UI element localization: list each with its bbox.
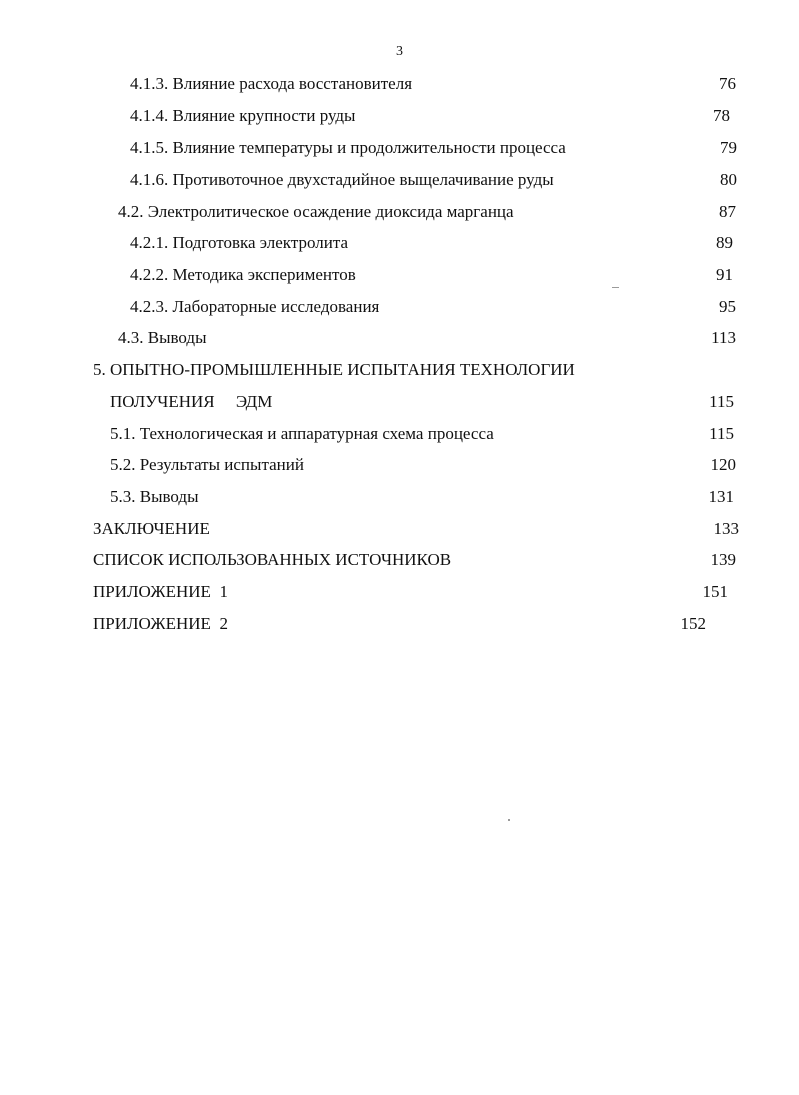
toc-entry-page: 78 (713, 106, 730, 125)
toc-entry-title: 4.2.2. Методика экспериментов (130, 265, 356, 284)
toc-entry-title: ПРИЛОЖЕНИЕ 2 (93, 614, 228, 633)
toc-entry-page: 152 (680, 614, 706, 633)
toc-entry-page: 87 (719, 202, 736, 221)
toc-entry-page: 115 (709, 392, 734, 411)
toc-entry-page: 95 (719, 297, 736, 316)
toc-entry-title: 4.2.3. Лабораторные исследования (130, 297, 380, 316)
toc-entry-title: 5.3. Выводы (110, 487, 199, 506)
toc-entry-title: 4.1.4. Влияние крупности руды (130, 106, 356, 125)
toc-entry-page: 80 (720, 170, 737, 189)
toc-entry-title: 4.3. Выводы (118, 328, 207, 347)
toc-entry-page: 113 (711, 328, 736, 347)
toc-entry-title: СПИСОК ИСПОЛЬЗОВАННЫХ ИСТОЧНИКОВ (93, 550, 452, 569)
toc-entry-title: 4.1.3. Влияние расхода восстановителя (130, 74, 413, 93)
toc-entry-title: ПРИЛОЖЕНИЕ 1 (93, 582, 228, 601)
page-number: 3 (396, 44, 403, 59)
toc-entry-title: 4.1.6. Противоточное двухстадийное выщелачивание руды (130, 170, 554, 189)
toc-entry-title: ЗАКЛЮЧЕНИЕ (93, 519, 210, 538)
toc-entry-page: 76 (719, 74, 736, 93)
toc-entry-page: 120 (710, 455, 736, 474)
toc-entry-page: 89 (716, 233, 733, 252)
toc-entry-page: 133 (713, 519, 739, 538)
toc-entry-page: 139 (710, 550, 736, 569)
toc-entry-page: 115 (709, 424, 734, 443)
toc-entry-page: 151 (702, 582, 728, 601)
toc-entry-title: ПОЛУЧЕНИЯ ЭДМ (110, 392, 273, 411)
toc-entry-page: 91 (716, 265, 733, 284)
toc-entry-title: 4.1.5. Влияние температуры и продолжительности процесса (130, 138, 566, 157)
toc-entry-title: 5.2. Результаты испытаний (110, 455, 304, 474)
scan-speck (612, 287, 619, 288)
toc-entry-page: 131 (708, 487, 734, 506)
scan-speck (508, 819, 510, 821)
toc-entry-title: 5.1. Технологическая и аппаратурная схема процесса (110, 424, 494, 443)
toc-entry-title: 4.2.1. Подготовка электролита (130, 233, 349, 252)
toc-entry-page: 79 (720, 138, 737, 157)
toc-entry-title: 4.2. Электролитическое осаждение диоксида марганца (118, 202, 514, 221)
toc-entry-title: 5. ОПЫТНО-ПРОМЫШЛЕННЫЕ ИСПЫТАНИЯ ТЕХНОЛОГИИ (93, 360, 575, 379)
